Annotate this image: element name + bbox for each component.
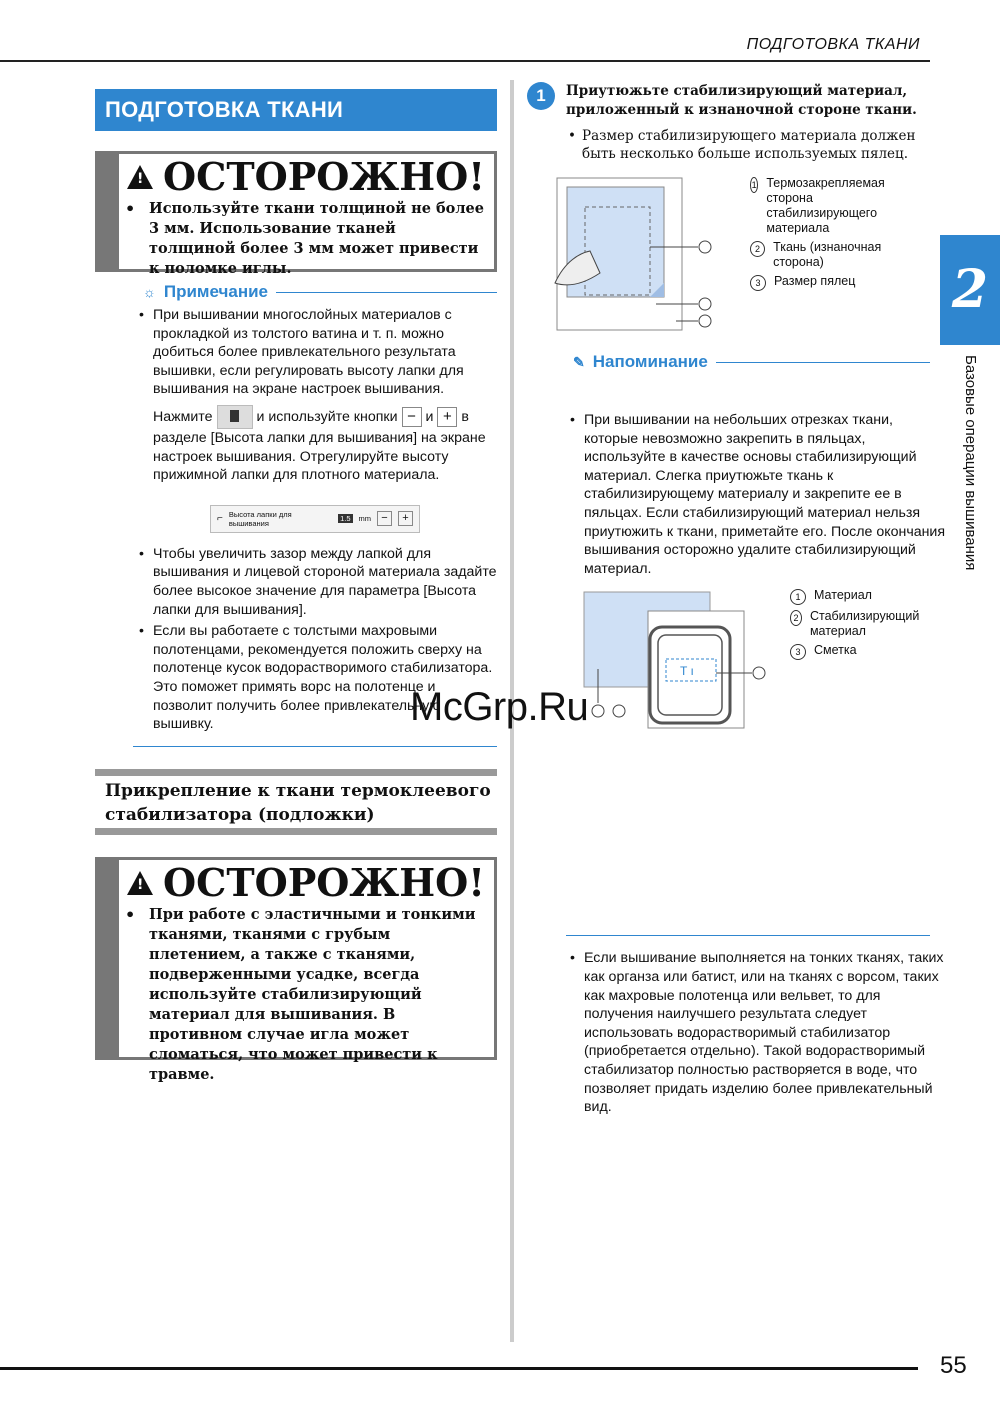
legend-text: Размер пялец (774, 274, 856, 288)
legend-num: 2 (790, 610, 802, 626)
note-rule (276, 292, 497, 293)
press-text-b: и используйте кнопки (256, 408, 398, 425)
warning-icon (127, 165, 153, 189)
fig1-legend (750, 176, 925, 291)
warning-title-text: ОСТОРОЖНО! (163, 154, 485, 199)
note-header (143, 282, 497, 302)
note-body (137, 306, 497, 734)
chapter-tab: 2 (940, 235, 1000, 345)
fig-stabilizer-ironing (550, 173, 720, 338)
warning-title (127, 154, 494, 199)
legend-num: 1 (750, 177, 758, 193)
minus-icon: − (402, 407, 422, 427)
plus-icon: + (437, 407, 457, 427)
step-number: 1 (527, 82, 555, 110)
page-number: 55 (940, 1352, 967, 1379)
press-text-and: и (425, 408, 434, 425)
settings-page-icon (217, 405, 253, 429)
warning-title-2 (127, 860, 494, 905)
warning-text: • Используйте ткани толщиной не более 3 мм. Использование тканей толщиной более 3 мм может привести к поломке иглы. (119, 199, 494, 287)
reminder-header (573, 352, 930, 372)
subsection-bottom-bar (95, 828, 497, 835)
fig-small-fabric-hoop (580, 589, 790, 734)
note-bullet-2: • Чтобы увеличить зазор между лапкой для вышивания и лицевой стороной материала задайте более высокое значение для параметра [Высота лапки для вышивания]. (137, 545, 497, 619)
presser-height-setting (210, 505, 420, 533)
legend-num: 3 (790, 644, 806, 660)
running-header: ПОДГОТОВКА ТКАНИ (746, 36, 920, 53)
setting-label: Высота лапки для вышивания (228, 509, 292, 528)
note-bullet-3: • Если вы работаете с толстыми махровыми полотенцами, рекомендуется положить сверху на полотенце кусок водорастворимого стабилизатора. Это поможет примять ворс на полотенце и позволит получить более привлекательную вышивку. (137, 622, 497, 734)
subsection-title-line1: Прикрепление к ткани термоклеевого (105, 781, 491, 801)
setting-minus-icon: − (377, 511, 392, 526)
warning-box-1 (95, 151, 497, 277)
step-bullet: • Размер стабилизирующего материала должен быть несколько больше используемых пялец. (566, 128, 937, 163)
subsection-title (105, 779, 491, 827)
note-bullet-1: • При вышивании многослойных материалов с прокладкой из толстого ватина и т. п. можно добиться более привлекательного результата вышивки, если регулировать высоту лапки для вышивания на экране настроек вышивания. (137, 306, 497, 399)
warning-title-2-text: ОСТОРОЖНО! (163, 860, 485, 905)
press-text-a: Нажмите (153, 408, 213, 425)
setting-value: 1.5 (340, 514, 351, 524)
memo-icon: ✎ (573, 353, 585, 370)
press-text-c: в разделе [Высота лапки для вышивания] на экране настроек вышивания. Отрегулируйте высоту прижимной лапки для плотного материала. (153, 408, 486, 484)
fig2-legend (790, 588, 930, 660)
fig2-legend-item-1 (790, 588, 930, 605)
warning-box-2 (95, 857, 497, 1083)
legend-text: Стабилизирующий материал (809, 609, 920, 638)
legend-text: Ткань (изнаночная сторона) (773, 240, 882, 269)
note-press-instructions (137, 405, 497, 485)
section-title: ПОДГОТОВКА ТКАНИ (95, 89, 497, 131)
warning-text-2: • При работе с эластичными и тонкими тканями, тканями с грубым плетением, а также с тканями, подверженными усадке, всегда используйте стабилизирующий материал для вышивания. В противном случае игла может сломаться, что может привести к травме. (119, 905, 494, 1093)
legend-num: 3 (750, 275, 766, 291)
fig1-legend-item-1 (750, 176, 925, 236)
hoop-mark: T ı (680, 664, 694, 678)
fig2-legend-item-3 (790, 643, 930, 660)
reminder-bottom-rule (566, 935, 930, 936)
legend-num: 1 (790, 589, 806, 605)
warning-icon-2 (127, 871, 153, 895)
footer-rule (0, 1367, 918, 1370)
lightbulb-icon: ☼ (143, 284, 156, 300)
reminder-rule (716, 362, 930, 363)
fig1-legend-item-2 (750, 240, 925, 270)
chapter-label: Базовые операции вышивания (962, 355, 979, 571)
header-rule (0, 60, 930, 62)
legend-text: Термозакрепляемая сторона стабилизирующего материала (766, 176, 885, 235)
setting-plus-icon: + (398, 511, 413, 526)
reminder-bullet: • При вышивании на небольших отрезках ткани, которые невозможно закрепить в пяльцах, используйте в качестве основы стабилизирующий материал. Слегка приутюжьте ткань к стабилизирующему материалу и закрепите ее в пяльцах. Если стабилизирующий материал нельзя приутюжить к ткани, приметайте его. После окончания вышивания осторожно удалите стабилизирующий материал. (568, 411, 946, 578)
fig1-legend-item-3 (750, 274, 925, 291)
setting-unit: mm (358, 514, 371, 524)
legend-text: Материал (814, 588, 872, 602)
reminder-title: Напоминание (592, 352, 708, 371)
legend-num: 2 (750, 241, 765, 257)
step-title: Приутюжьте стабилизирующий материал, приложенный к изнаночной стороне ткани. (566, 83, 917, 118)
note-bottom-rule (133, 746, 497, 747)
legend-text: Сметка (814, 643, 857, 657)
subsection-top-bar (95, 769, 497, 776)
presser-foot-icon: ⌐ (217, 513, 223, 525)
watermark: McGrp.Ru (410, 685, 589, 729)
thin-fabric-bullet: • Если вышивание выполняется на тонких тканях, таких как органза или батист, или на тканях с ворсом, таких как махровые полотенца или вельвет, то для получения наилучшего результата следует использовать водорастворимый стабилизатор (приобретается отдельно). Такой водорастворимый стабилизатор полностью растворяется в воде, что позволяет придать изделию более привлекательный вид. (568, 949, 946, 1116)
note-title: Примечание (163, 282, 269, 301)
subsection-title-line2: стабилизатора (подложки) (105, 805, 375, 825)
fig2-legend-item-2 (790, 609, 930, 639)
